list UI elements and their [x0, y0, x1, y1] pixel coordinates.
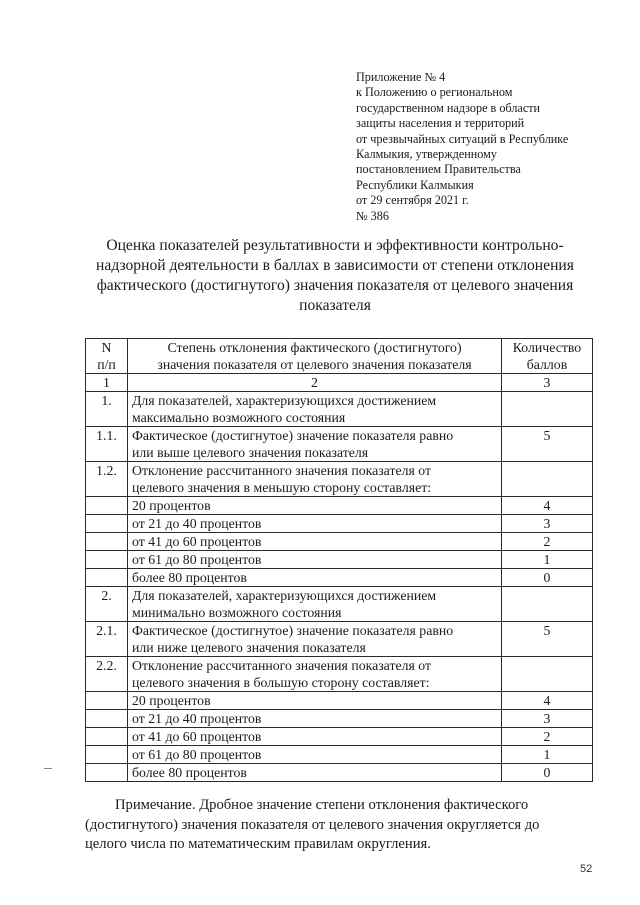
header-deviation-line: значения показателя от целевого значения показателя [157, 357, 472, 372]
header-number [86, 339, 128, 374]
table-row [86, 427, 593, 462]
row-number [86, 497, 128, 515]
row-score: 3 [502, 710, 593, 728]
row-number: 2.1. [86, 622, 128, 657]
table-numbering-row [86, 374, 593, 392]
row-score [502, 657, 593, 692]
row-number [86, 710, 128, 728]
row-description [128, 462, 502, 497]
row-description-line: более 80 процентов [132, 570, 247, 585]
row-number [86, 746, 128, 764]
note [85, 796, 592, 855]
note-line: целого числа по математическим правилам округления. [85, 836, 431, 853]
row-description [128, 569, 502, 587]
row-description-line: или ниже целевого значения показателя [132, 640, 366, 655]
row-number: 1. [86, 392, 128, 427]
row-score: 0 [502, 764, 593, 782]
row-number [86, 569, 128, 587]
row-description-line: Отклонение рассчитанного значения показателя от [132, 463, 432, 478]
row-number: 1.1. [86, 427, 128, 462]
row-number: 2.2. [86, 657, 128, 692]
row-description-line: Для показателей, характеризующихся достижением [132, 393, 437, 408]
row-score: 1 [502, 551, 593, 569]
row-description-line: от 61 до 80 процентов [132, 552, 262, 567]
table-row [86, 692, 593, 710]
table-header-row [86, 339, 593, 374]
note-line: (достигнутого) значения показателя от целевого значения округляется до [85, 816, 540, 833]
margin-mark [44, 768, 52, 769]
row-description [128, 746, 502, 764]
title-line: фактического (достигнутого) значения показателя от целевого значения [96, 277, 574, 294]
row-description [128, 622, 502, 657]
header-score [502, 339, 593, 374]
appendix-line: государственном надзоре в области [356, 100, 541, 115]
title-line: показателя [299, 297, 371, 314]
row-description [128, 533, 502, 551]
header-number-line: п/п [97, 357, 116, 372]
appendix-line: к Положению о региональном [356, 85, 513, 100]
row-description [128, 497, 502, 515]
row-description [128, 515, 502, 533]
row-description-line: от 21 до 40 процентов [132, 711, 262, 726]
row-score: 0 [502, 569, 593, 587]
row-score: 2 [502, 533, 593, 551]
row-score [502, 587, 593, 622]
row-score: 1 [502, 746, 593, 764]
row-description-line: от 41 до 60 процентов [132, 534, 262, 549]
row-description [128, 551, 502, 569]
row-description-line: 20 процентов [132, 498, 211, 513]
page-number: 52 [580, 863, 593, 875]
appendix-line: защиты населения и территорий [356, 116, 525, 131]
row-description-line: Фактическое (достигнутое) значение показателя равно [132, 428, 454, 443]
table-row [86, 587, 593, 622]
appendix-line: № 386 [356, 208, 389, 223]
row-description [128, 392, 502, 427]
row-description [128, 710, 502, 728]
row-number [86, 764, 128, 782]
row-number [86, 692, 128, 710]
scoring-table [85, 338, 593, 782]
table-row [86, 551, 593, 569]
table-row [86, 746, 593, 764]
row-score: 5 [502, 427, 593, 462]
header-score-line: Количество [512, 340, 582, 355]
row-score: 4 [502, 692, 593, 710]
row-description [128, 427, 502, 462]
document-title [70, 236, 600, 316]
table-row [86, 462, 593, 497]
row-score: 5 [502, 622, 593, 657]
appendix-line: от чрезвычайных ситуаций в Республике [356, 131, 569, 146]
row-number: 1.2. [86, 462, 128, 497]
table-row [86, 569, 593, 587]
appendix-line: Приложение № 4 [356, 70, 446, 84]
table-row [86, 515, 593, 533]
row-description-line: Для показателей, характеризующихся достижением [132, 588, 437, 603]
row-description-line: 20 процентов [132, 693, 211, 708]
row-description-line: Отклонение рассчитанного значения показателя от [132, 658, 432, 673]
header-number-line: N [101, 340, 112, 355]
row-description-line: более 80 процентов [132, 765, 247, 780]
row-description-line: максимально возможного состояния [132, 410, 346, 425]
row-description-line: целевого значения в большую сторону составляет: [132, 675, 430, 690]
row-description-line: от 21 до 40 процентов [132, 516, 262, 531]
appendix-line: от 29 сентября 2021 г. [356, 193, 469, 208]
table-row [86, 710, 593, 728]
row-description [128, 692, 502, 710]
table-row [86, 622, 593, 657]
row-score: 2 [502, 728, 593, 746]
table-row [86, 657, 593, 692]
table-row [86, 764, 593, 782]
row-description [128, 657, 502, 692]
column-number: 2 [128, 374, 502, 392]
header-deviation [128, 339, 502, 374]
table-row [86, 392, 593, 427]
row-description-line: от 61 до 80 процентов [132, 747, 262, 762]
appendix-reference [356, 70, 626, 224]
row-score [502, 392, 593, 427]
table-row [86, 497, 593, 515]
row-number: 2. [86, 587, 128, 622]
row-description [128, 764, 502, 782]
row-description-line: Фактическое (достигнутое) значение показателя равно [132, 623, 454, 638]
table-body [86, 392, 593, 782]
row-description-line: или выше целевого значения показателя [132, 445, 369, 460]
row-description-line: минимально возможного состояния [132, 605, 342, 620]
header-score-line: баллов [526, 357, 568, 372]
appendix-line: постановлением Правительства [356, 162, 521, 177]
table-row [86, 533, 593, 551]
row-number [86, 728, 128, 746]
row-score: 3 [502, 515, 593, 533]
header-deviation-line: Степень отклонения фактического (достигнутого) [167, 340, 462, 355]
column-number: 1 [86, 374, 128, 392]
row-score: 4 [502, 497, 593, 515]
appendix-line: Республики Калмыкия [356, 177, 474, 192]
note-line: Примечание. Дробное значение степени отклонения фактического [115, 797, 529, 813]
row-description-line: целевого значения в меньшую сторону составляет: [132, 480, 432, 495]
table-row [86, 728, 593, 746]
row-description [128, 587, 502, 622]
row-description [128, 728, 502, 746]
title-line: надзорной деятельности в баллах в зависимости от степени отклонения [96, 257, 574, 274]
row-number [86, 515, 128, 533]
row-number [86, 551, 128, 569]
row-score [502, 462, 593, 497]
column-number: 3 [502, 374, 593, 392]
appendix-line: Калмыкия, утвержденному [356, 147, 497, 162]
row-description-line: от 41 до 60 процентов [132, 729, 262, 744]
row-number [86, 533, 128, 551]
title-line: Оценка показателей результативности и эффективности контрольно- [106, 237, 564, 254]
